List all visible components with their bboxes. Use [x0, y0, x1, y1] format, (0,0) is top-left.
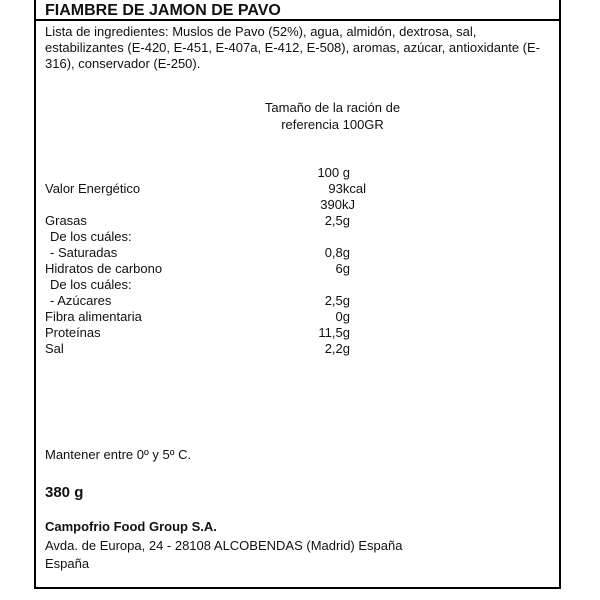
nutrition-row-value: 2,5g — [324, 293, 350, 308]
nutrition-row-name: Hidratos de carbono — [45, 261, 163, 276]
net-weight: 380 g — [45, 484, 84, 501]
nutrition-row-carbohydrates — [45, 261, 350, 277]
nutrition-row-name: Valor Energético — [45, 181, 141, 196]
nutrition-row-energy-kcal — [45, 181, 366, 197]
nutrition-row-name: - Saturadas — [50, 245, 118, 260]
nutrition-row-sugars — [45, 293, 350, 309]
nutrition-row-name: Grasas — [45, 213, 87, 228]
serving-size-line1: Tamaño de la ración de — [264, 100, 401, 115]
nutrition-row-name: Sal — [45, 341, 64, 356]
serving-size — [255, 99, 410, 133]
nutrition-row-saturates — [45, 245, 350, 261]
company-name: Campofrio Food Group S.A. — [45, 519, 217, 534]
nutrition-row-protein — [45, 325, 350, 341]
nutrition-row-name: Proteínas — [45, 325, 101, 340]
nutrition-row-fat-of-which — [45, 229, 350, 245]
nutrition-row-value: 2,2g — [324, 341, 350, 356]
nutrition-column-header: 100 g — [317, 165, 350, 180]
company-country: España — [45, 556, 90, 571]
serving-size-line2: referencia 100GR — [281, 117, 384, 132]
ingredients-list: Lista de ingredientes: Muslos de Pavo (52%), agua, almidón, dextrosa, sal, estabilizantes (E-420, E-451, E-407a, E-412, E-508), aromas, azúcar, antioxidante (E-316), conservador (E-250). — [45, 24, 540, 71]
nutrition-row-name: - Azúcares — [50, 293, 112, 308]
company-address: Avda. de Europa, 24 - 28108 ALCOBENDAS (Madrid) España — [45, 538, 403, 553]
nutrition-row-name: De los cuáles: — [50, 277, 132, 292]
nutrition-row-value: 93kcal — [328, 181, 366, 196]
nutrition-row-carbs-of-which — [45, 277, 350, 293]
nutrition-row-value: 390kJ — [320, 197, 355, 212]
nutrition-row-value: 0g — [335, 309, 350, 324]
nutrition-row-name: Fibra alimentaria — [45, 309, 142, 324]
nutrition-row-fat — [45, 213, 350, 229]
product-title: FIAMBRE DE JAMON DE PAVO — [45, 2, 281, 19]
nutrition-row-name: De los cuáles: — [50, 229, 132, 244]
nutrition-row-value: 11,5g — [318, 325, 350, 340]
nutrition-row-fibre — [45, 309, 350, 325]
nutrition-row-value: 6g — [335, 261, 350, 276]
nutrition-row-value: 2,5g — [324, 213, 350, 228]
nutrition-row-energy-kj — [45, 197, 355, 213]
nutrition-row-salt — [45, 341, 350, 357]
storage-instructions: Mantener entre 0º y 5º C. — [45, 447, 192, 462]
nutrition-row-value: 0,8g — [324, 245, 350, 260]
